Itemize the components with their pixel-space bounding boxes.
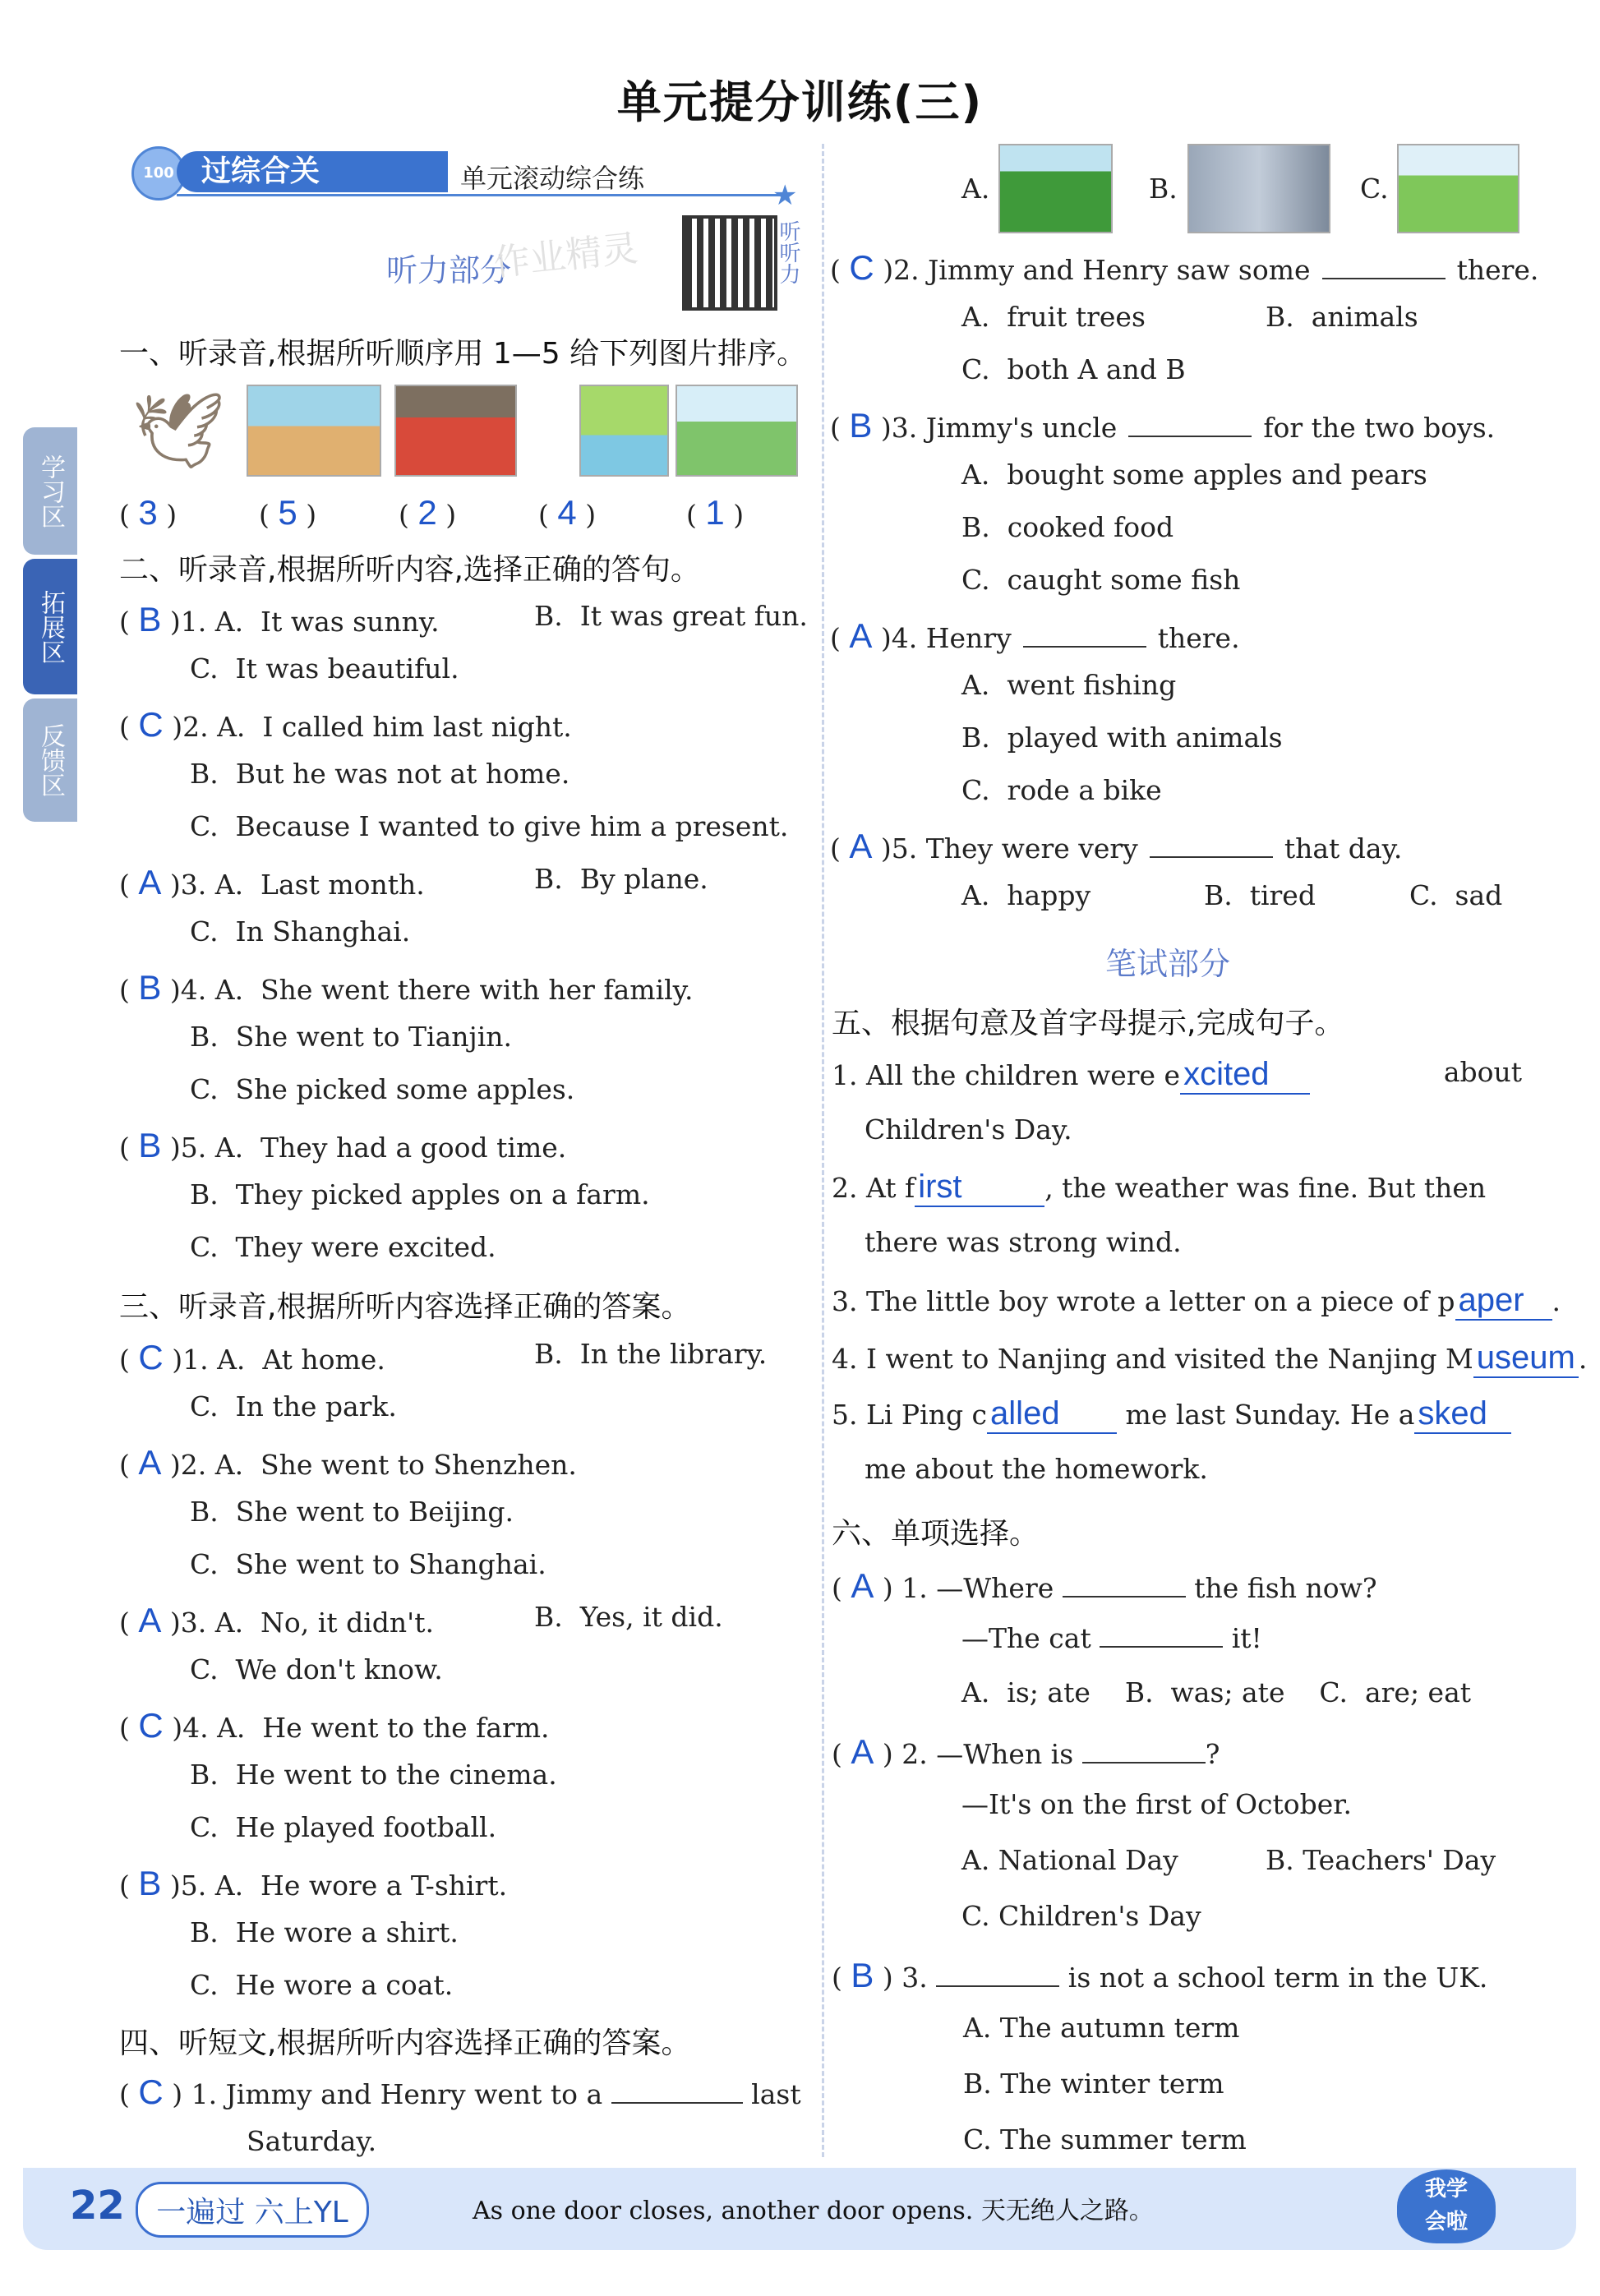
s4-q2-option-c: C. both A and B <box>961 353 1186 385</box>
s4-q1-option-b: B. <box>1149 173 1178 205</box>
s3-q2-line-2 <box>190 1496 514 1528</box>
s5-s1-text-c: Children's Day. <box>865 1113 1072 1146</box>
s4-q4-option-c: C. rode a bike <box>961 774 1162 806</box>
s6-q2-line2: —It's on the first of October. <box>961 1788 1352 1820</box>
s4-q3-option-b: B. cooked food <box>961 511 1174 543</box>
s3-q4-answer[interactable]: C <box>138 1706 164 1745</box>
s5-s2-text: 2. At f <box>832 1172 915 1204</box>
s3-q1-line-2 <box>190 1390 397 1422</box>
s4-q4: ( A )4. Henry there. <box>830 616 1240 655</box>
s1-answers: ( 3 ) <box>119 493 178 532</box>
section-5-heading: 五、根据句意及首字母提示,完成句子。 <box>832 1007 1344 1040</box>
s3-q5-line-3 <box>190 1969 453 2001</box>
s5-s3-text-b: . <box>1552 1285 1561 1317</box>
s3-q2-option: C. She went to Shanghai. <box>190 1548 546 1580</box>
picture-city[interactable] <box>1187 144 1330 233</box>
listening-heading: 听力部分 <box>386 252 512 288</box>
s3-q5-option: C. He wore a coat. <box>190 1969 454 2001</box>
banner-subtitle: 单元滚动综合练 <box>460 163 645 194</box>
s6-q1-blank-2[interactable] <box>1100 1646 1223 1648</box>
s6-q1-options: A. is; ate B. was; ate C. are; eat <box>961 1676 1472 1708</box>
s3-q5-answer[interactable]: B <box>138 1864 162 1902</box>
s6-q2: ( A ) 2. —When is ? <box>832 1732 1220 1771</box>
section-2-items <box>119 600 809 1274</box>
s6-q3-option-c: C. The summer term <box>963 2123 1247 2155</box>
s5-s2-text-c: there was strong wind. <box>865 1226 1182 1258</box>
s4-q1-stem-b: last <box>751 2078 801 2110</box>
s6-q1-l1b: the fish now? <box>1194 1572 1377 1604</box>
s4-q5-stem: 5. They were very <box>891 832 1138 864</box>
s4-q5-option-b: B. tired <box>1204 879 1316 911</box>
banner-underline <box>177 194 785 196</box>
s2-q5-line-3 <box>190 1231 496 1263</box>
mascot-logo-text: 我学会啦 <box>1424 2177 1468 2234</box>
s2-q3-line-1: ( A )3. A. Last month. B. By plane. <box>119 863 708 901</box>
s5-s2-text-b: , the weather was fine. But then <box>1044 1172 1487 1204</box>
s2-q4-line-3 <box>190 1073 574 1105</box>
picture-family-room <box>247 385 381 477</box>
s3-q4-line-1: ( C )4. A. He went to the farm. <box>119 1706 550 1745</box>
s6-q3-answer[interactable]: B <box>851 1956 874 1994</box>
s3-q5-line-2 <box>190 1916 459 1948</box>
s4-q5: ( A )5. They were very that day. <box>830 827 1403 865</box>
s4-q1-stem-c: Saturday. <box>247 2125 377 2157</box>
s2-q2-line-1: ( C )2. A. I called him last night. <box>119 705 572 744</box>
section-2-heading: 二、听录音,根据所听内容,选择正确的答句。 <box>119 553 700 587</box>
s4-q1-option-c: C. <box>1360 173 1389 205</box>
s6-q1-line2 <box>961 1622 1262 1654</box>
s6-q1-answer[interactable]: A <box>851 1566 874 1605</box>
s6-q3-l1a: 3. <box>901 1962 928 1994</box>
s3-q3-option-a: 3. A. No, it didn't. <box>180 1607 434 1639</box>
s6-q3-l1b: is not a school term in the UK. <box>1067 1962 1488 1994</box>
section-3-items <box>119 1338 809 2012</box>
s6-q1-l2a: —The cat <box>961 1622 1091 1654</box>
s3-q2-answer[interactable]: A <box>138 1443 162 1482</box>
s2-q5-line-2 <box>190 1178 650 1210</box>
picture-fishing <box>579 385 669 477</box>
written-heading: 笔试部分 <box>1105 946 1231 982</box>
s2-q4-option: B. She went to Tianjin. <box>190 1021 513 1053</box>
s2-q2-answer[interactable]: C <box>138 705 164 744</box>
series-label: 一遍过 六上YL <box>136 2182 369 2238</box>
s2-q2-option: B. But he was not at home. <box>190 758 570 790</box>
s3-q1-answer[interactable]: C <box>138 1338 164 1376</box>
s5-s5-fill[interactable]: alled <box>987 1395 1117 1434</box>
s5-s1-text: 1. All the children were e <box>832 1059 1181 1091</box>
s6-q2-l1a: 2. —When is <box>901 1738 1074 1770</box>
s5-sentence-3 <box>832 1282 1561 1321</box>
s6-q3-option-a: A. The autumn term <box>963 2012 1240 2044</box>
s4-q2-option-b: B. animals <box>1266 301 1418 333</box>
s6-q1-l1a: 1. —Where <box>901 1572 1054 1604</box>
s4-q1-answer[interactable]: C <box>138 2072 164 2111</box>
s4-q3-answer[interactable]: B <box>849 406 873 445</box>
s5-s5-text-b: me last Sunday. He a <box>1125 1399 1415 1431</box>
s4-q4-option-b: B. played with animals <box>961 722 1283 754</box>
footer-motto: As one door closes, another door opens. 天无绝人之路。 <box>473 2197 1154 2225</box>
s4-q5-blank[interactable] <box>1150 856 1273 858</box>
s1-answer-1[interactable]: 3 <box>138 493 158 532</box>
s5-s1-fill[interactable]: xcited <box>1180 1056 1310 1095</box>
s4-q3: ( B )3. Jimmy's uncle for the two boys. <box>830 406 1496 445</box>
s3-q5-option: B. He wore a shirt. <box>190 1916 459 1948</box>
section-1-heading: 一、听录音,根据所听顺序用 1—5 给下列图片排序。 <box>119 337 807 371</box>
tab-extend[interactable]: 拓展区 <box>23 559 77 694</box>
s2-q2-line-3 <box>190 810 788 842</box>
s4-q2-stem: 2. Jimmy and Henry saw some <box>893 254 1311 286</box>
s6-q1: ( A ) 1. —Where the fish now? <box>832 1566 1377 1605</box>
column-divider <box>822 144 824 2157</box>
s5-s3-fill[interactable]: aper <box>1455 1282 1552 1321</box>
s3-q3-answer[interactable]: A <box>138 1601 162 1639</box>
s2-q2-option: C. Because I wanted to give him a present. <box>190 810 789 842</box>
qr-code-icon[interactable] <box>682 215 777 311</box>
s3-q3-line-2 <box>190 1653 443 1685</box>
s4-q5-answer[interactable]: A <box>849 827 873 865</box>
section-3-heading: 三、听录音,根据所听内容选择正确的答案。 <box>119 1290 691 1324</box>
picture-farm[interactable] <box>1397 144 1519 233</box>
s1-answers-5: ( 1 ) <box>686 493 745 532</box>
s5-s4-fill[interactable]: useum <box>1473 1339 1579 1378</box>
s5-s5-text: 5. Li Ping c <box>832 1399 988 1431</box>
listen-side-label: 听听力 <box>776 220 800 284</box>
s5-s1-text-b: about <box>1443 1056 1522 1088</box>
s6-q2-option-b: B. Teachers' Day <box>1266 1844 1496 1876</box>
s4-q3-blank[interactable] <box>1128 436 1252 437</box>
tab-feedback[interactable]: 反馈区 <box>23 698 77 822</box>
s4-q4-stem: 4. Henry <box>891 622 1012 654</box>
s2-q1-option: C. It was beautiful. <box>190 652 459 685</box>
s4-q3-option-c: C. caught some fish <box>961 564 1241 596</box>
picture-great-wall <box>676 385 798 477</box>
s6-q2-l1b: ? <box>1205 1738 1220 1770</box>
s2-q3-line-2 <box>190 915 410 947</box>
section-4-heading: 四、听短文,根据所听内容选择正确的答案。 <box>119 2026 691 2060</box>
s1-answers-4: ( 4 ) <box>538 493 597 532</box>
s6-q3-option-b: B. The winter term <box>963 2068 1224 2100</box>
s6-q2-option-a: A. National Day <box>961 1844 1178 1876</box>
s4-q1-option-a: A. <box>961 173 990 205</box>
s4-q5-stem-b: that day. <box>1284 832 1403 864</box>
s6-q2-blank[interactable] <box>1082 1762 1206 1763</box>
s5-s5-fill-2[interactable]: sked <box>1414 1395 1511 1434</box>
picture-theatre <box>394 385 517 477</box>
s4-q3-stem-b: for the two boys. <box>1263 412 1496 444</box>
watermark: 作业精灵 <box>491 227 640 285</box>
s6-q1-l2b: it! <box>1231 1622 1262 1654</box>
s3-q1-option: C. In the park. <box>190 1390 397 1422</box>
section-6-heading: 六、单项选择。 <box>832 1517 1040 1551</box>
s3-q3-line-1: ( A )3. A. No, it didn't. B. Yes, it did. <box>119 1601 723 1639</box>
page-number: 22 <box>70 2183 125 2229</box>
badge-icon: 100 <box>131 146 186 201</box>
s6-q2-answer[interactable]: A <box>851 1732 874 1771</box>
s3-q2-line-1: ( A )2. A. She went to Shenzhen. <box>119 1443 577 1482</box>
s3-q4-option-a: 4. A. He went to the farm. <box>182 1712 550 1744</box>
picture-bird <box>119 382 226 473</box>
s4-q4-blank[interactable] <box>1023 646 1146 648</box>
s2-q2-option-a: 2. A. I called him last night. <box>182 711 572 743</box>
s4-q3-stem: 3. Jimmy's uncle <box>891 412 1118 444</box>
page-title: 单元提分训练(三) <box>616 76 984 128</box>
s5-s4-text: 4. I went to Nanjing and visited the Nanjing M <box>832 1343 1473 1375</box>
banner-label: 过综合关 <box>177 151 448 192</box>
s3-q5-line-1: ( B )5. A. He wore a T-shirt. <box>119 1864 508 1902</box>
s4-q1: ( C ) 1. Jimmy and Henry went to a last <box>119 2072 801 2111</box>
s2-q3-option-b: B. By plane. <box>534 863 708 895</box>
s4-q2-blank[interactable] <box>1322 278 1446 279</box>
s2-q5-option-a: 5. A. They had a good time. <box>180 1132 567 1164</box>
s2-q1-line-2 <box>190 652 459 685</box>
s1-answer-5[interactable]: 1 <box>705 493 725 532</box>
s2-q4-line-1: ( B )4. A. She went there with her family. <box>119 968 694 1007</box>
s2-q3-answer[interactable]: A <box>138 863 162 901</box>
s2-q5-line-1: ( B )5. A. They had a good time. <box>119 1126 567 1164</box>
s3-q1-line-1: ( C )1. A. At home. B. In the library. <box>119 1338 768 1376</box>
s5-s2-fill[interactable]: irst <box>915 1169 1044 1207</box>
s1-answer-4[interactable]: 4 <box>557 493 577 532</box>
s2-q1-line-1: ( B )1. A. It was sunny. B. It was great fun. <box>119 600 808 639</box>
s4-q4-answer[interactable]: A <box>849 616 873 655</box>
s4-q4-stem-b: there. <box>1157 622 1240 654</box>
s3-q4-line-3 <box>190 1811 496 1843</box>
s5-s5-text-c: me about the homework. <box>865 1453 1208 1485</box>
picture-orchard[interactable] <box>998 144 1113 233</box>
s4-q2: ( C )2. Jimmy and Henry saw some there. <box>830 248 1539 287</box>
s2-q5-option: B. They picked apples on a farm. <box>190 1178 650 1210</box>
s5-s3-text: 3. The little boy wrote a letter on a piece of p <box>832 1285 1455 1317</box>
s4-q1-blank[interactable] <box>611 2102 743 2104</box>
s5-sentence-5 <box>832 1395 1511 1434</box>
s6-q2-option-c: C. Children's Day <box>961 1900 1201 1932</box>
s1-answers-3: ( 2 ) <box>399 493 457 532</box>
s4-q5-option-c: C. sad <box>1409 879 1503 911</box>
tab-study[interactable]: 学习区 <box>23 427 77 555</box>
s3-q1-option-b: B. In the library. <box>534 1338 768 1370</box>
s4-q5-option-a: A. happy <box>961 879 1091 911</box>
s1-answers-2: ( 5 ) <box>259 493 317 532</box>
s4-q2-answer[interactable]: C <box>849 248 874 287</box>
s4-q2-stem-b: there. <box>1456 254 1539 286</box>
s3-q3-option: C. We don't know. <box>190 1653 443 1685</box>
s4-q4-option-a: A. went fishing <box>961 669 1177 701</box>
s2-q3-option: C. In Shanghai. <box>190 915 411 947</box>
s3-q5-option-a: 5. A. He wore a T-shirt. <box>180 1870 508 1902</box>
s4-q2-option-a: A. fruit trees <box>961 301 1146 333</box>
s2-q4-line-2 <box>190 1021 512 1053</box>
s3-q2-line-3 <box>190 1548 546 1580</box>
s6-q3-blank[interactable] <box>936 1985 1059 1987</box>
s2-q3-option-a: 3. A. Last month. <box>180 869 425 901</box>
s2-q4-option: C. She picked some apples. <box>190 1073 575 1105</box>
section-4-right-items <box>830 248 1553 947</box>
s1-answer-3[interactable]: 2 <box>417 493 437 532</box>
s3-q4-option: C. He played football. <box>190 1811 497 1843</box>
section-banner <box>115 146 798 212</box>
s5-sentence-2 <box>832 1169 1486 1207</box>
bird-icon: 🕊 <box>131 388 226 474</box>
s5-s4-text-b: . <box>1578 1343 1588 1375</box>
s3-q4-option: B. He went to the cinema. <box>190 1759 557 1791</box>
s1-answer-2[interactable]: 5 <box>278 493 297 532</box>
s5-sentence-4 <box>832 1339 1587 1378</box>
s4-q3-option-a: A. bought some apples and pears <box>961 459 1427 491</box>
s2-q5-answer[interactable]: B <box>138 1126 162 1164</box>
s3-q2-option-a: 2. A. She went to Shenzhen. <box>180 1449 577 1481</box>
s2-q4-answer[interactable]: B <box>138 968 162 1007</box>
s6-q3: ( B ) 3. is not a school term in the UK. <box>832 1956 1488 1994</box>
s5-sentence-1 <box>832 1056 1522 1095</box>
s2-q2-line-2 <box>190 758 569 790</box>
s2-q1-option-a: 1. A. It was sunny. <box>180 606 440 638</box>
mascot-logo <box>1397 2169 1496 2243</box>
s2-q1-answer[interactable]: B <box>138 600 162 639</box>
s2-q5-option: C. They were excited. <box>190 1231 496 1263</box>
s3-q3-option-b: B. Yes, it did. <box>534 1601 723 1633</box>
s3-q2-option: B. She went to Beijing. <box>190 1496 514 1528</box>
s3-q1-option-a: 1. A. At home. <box>182 1344 385 1376</box>
star-icon: ★ <box>772 179 798 212</box>
s2-q1-option-b: B. It was great fun. <box>534 600 808 632</box>
s4-q1-stem: 1. Jimmy and Henry went to a <box>191 2078 603 2110</box>
s3-q4-line-2 <box>190 1759 557 1791</box>
s6-q1-blank-1[interactable] <box>1063 1596 1186 1598</box>
s2-q4-option-a: 4. A. She went there with her family. <box>180 974 694 1006</box>
